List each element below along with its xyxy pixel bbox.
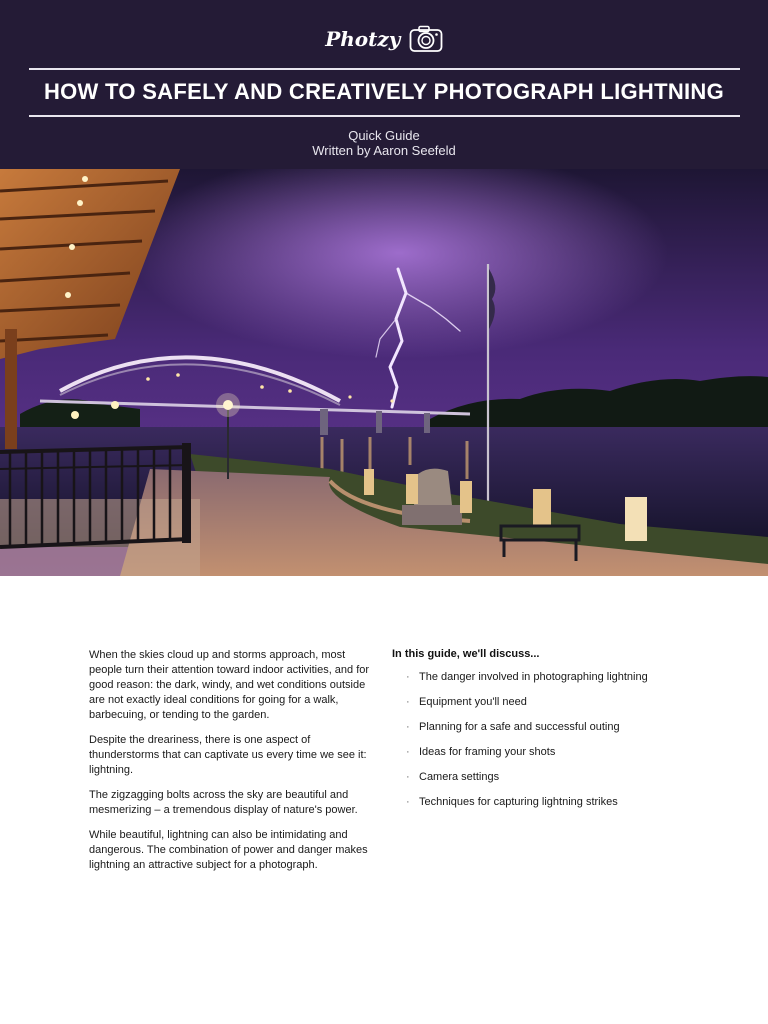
topic-label: Planning for a safe and successful outing xyxy=(419,721,620,733)
bullet-dot: · xyxy=(406,696,410,708)
intro-paragraph: When the skies cloud up and storms approach, most people turn their attention toward indoor activities, and for good reason: the dark, windy, and wet conditions outside are not exactly ideal conditions for going for a walk, barbecuing, or tending to the garden. xyxy=(89,649,370,721)
title-bottom-rule xyxy=(29,115,740,117)
bullet-dot: · xyxy=(406,771,410,783)
bullet-dot: · xyxy=(406,746,410,758)
topic-label: Equipment you'll need xyxy=(419,696,527,708)
lightning-photo xyxy=(0,169,768,576)
title-top-rule xyxy=(29,68,740,70)
monument-base xyxy=(402,505,462,525)
topic-item xyxy=(392,670,722,695)
guide-topics xyxy=(392,648,722,820)
topic-item xyxy=(392,695,722,720)
topic-item xyxy=(392,795,722,820)
topic-label: Ideas for framing your shots xyxy=(419,746,556,758)
topic-item xyxy=(392,745,722,770)
guide-type: Quick Guide xyxy=(348,128,420,143)
topic-item xyxy=(392,770,722,795)
intro-text xyxy=(89,648,374,883)
pavilion-post xyxy=(5,329,17,449)
bullet-dot: · xyxy=(406,721,410,733)
camera-icon xyxy=(409,25,443,53)
topics-list xyxy=(392,670,722,820)
topic-label: The danger involved in photographing lightning xyxy=(419,671,648,683)
photzy-logo[interactable] xyxy=(0,25,768,53)
bullet-dot: · xyxy=(406,796,410,808)
intro-paragraph: Despite the dreariness, there is one aspect of thunderstorms that can captivate us every time we see it: lightning. xyxy=(89,734,367,776)
monument-stone xyxy=(414,469,452,505)
topic-label: Camera settings xyxy=(419,771,500,783)
topic-item xyxy=(392,720,722,745)
bullet-dot: · xyxy=(406,671,410,683)
topic-label: Techniques for capturing lightning strikes xyxy=(419,796,618,808)
header-banner xyxy=(0,0,768,169)
logo-wordmark: Photzy xyxy=(325,27,401,51)
author-line: Written by Aaron Seefeld xyxy=(312,143,456,158)
intro-paragraph: While beautiful, lightning can also be intimidating and dangerous. The combination of power and danger makes lightning an attractive subject for a photograph. xyxy=(89,829,368,871)
topics-heading: In this guide, we'll discuss... xyxy=(392,648,540,660)
page-title: HOW TO SAFELY AND CREATIVELY PHOTOGRAPH LIGHTNING xyxy=(43,79,725,104)
intro-paragraph: The zigzagging bolts across the sky are beautiful and mesmerizing – a tremendous display of nature's power. xyxy=(89,789,358,816)
